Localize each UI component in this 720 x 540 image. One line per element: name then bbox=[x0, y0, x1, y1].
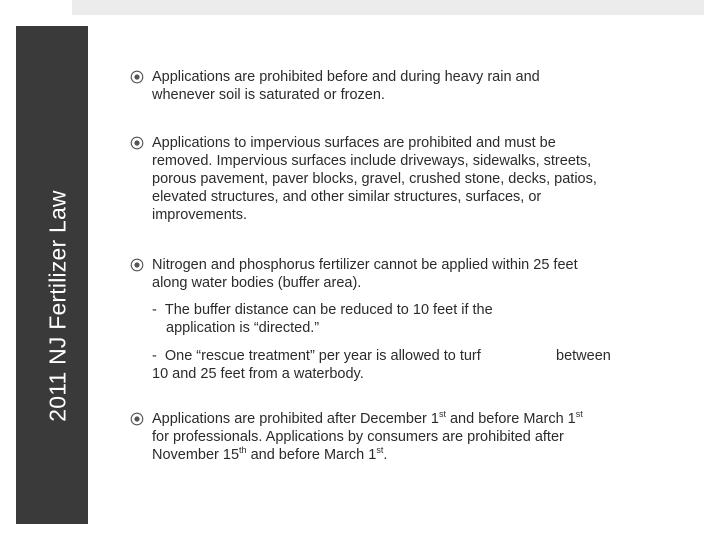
bullet-item bbox=[130, 134, 600, 224]
bullet-item bbox=[130, 410, 600, 464]
sub-line-tail: between bbox=[556, 348, 611, 364]
sub-item bbox=[152, 301, 572, 337]
bullet-text: Applications are prohibited after December 1st and before March 1st for professionals. Applications by consumers are prohibited after November 15th and before March 1st. bbox=[152, 409, 583, 463]
bullet-item bbox=[130, 68, 600, 104]
slide-title-container bbox=[16, 26, 88, 524]
target-bullet-icon bbox=[130, 258, 144, 272]
sub-line: application is “directed.” bbox=[166, 320, 320, 336]
bullet-text: Applications are prohibited before and during heavy rain and whenever soil is saturated or frozen. bbox=[152, 69, 540, 103]
sub-dash: - bbox=[152, 348, 157, 364]
target-bullet-icon bbox=[130, 136, 144, 150]
sub-line: One “rescue treatment” per year is allowed to turf bbox=[164, 348, 481, 364]
sub-item bbox=[152, 347, 632, 383]
target-bullet-icon bbox=[130, 70, 144, 84]
sub-line: The buffer distance can be reduced to 10 feet if the bbox=[164, 302, 493, 318]
sub-line: 10 and 25 feet from a waterbody. bbox=[152, 366, 364, 382]
bullet-text: Applications to impervious surfaces are prohibited and must be removed. Impervious surfaces include driveways, sidewalks, streets, porous pavement, paver blocks, gravel, crushed stone, decks, patios, elevated structures, and other similar structures, surfaces, or improvements. bbox=[152, 135, 597, 223]
bullet-text: Nitrogen and phosphorus fertilizer cannot be applied within 25 feet along water bodies (buffer area). bbox=[152, 257, 578, 291]
target-bullet-icon bbox=[130, 412, 144, 426]
sub-dash: - bbox=[152, 302, 157, 318]
slide-title: 2011 NJ Fertilizer Law bbox=[44, 190, 71, 422]
top-accent-bar bbox=[72, 0, 704, 15]
bullet-item bbox=[130, 256, 600, 292]
